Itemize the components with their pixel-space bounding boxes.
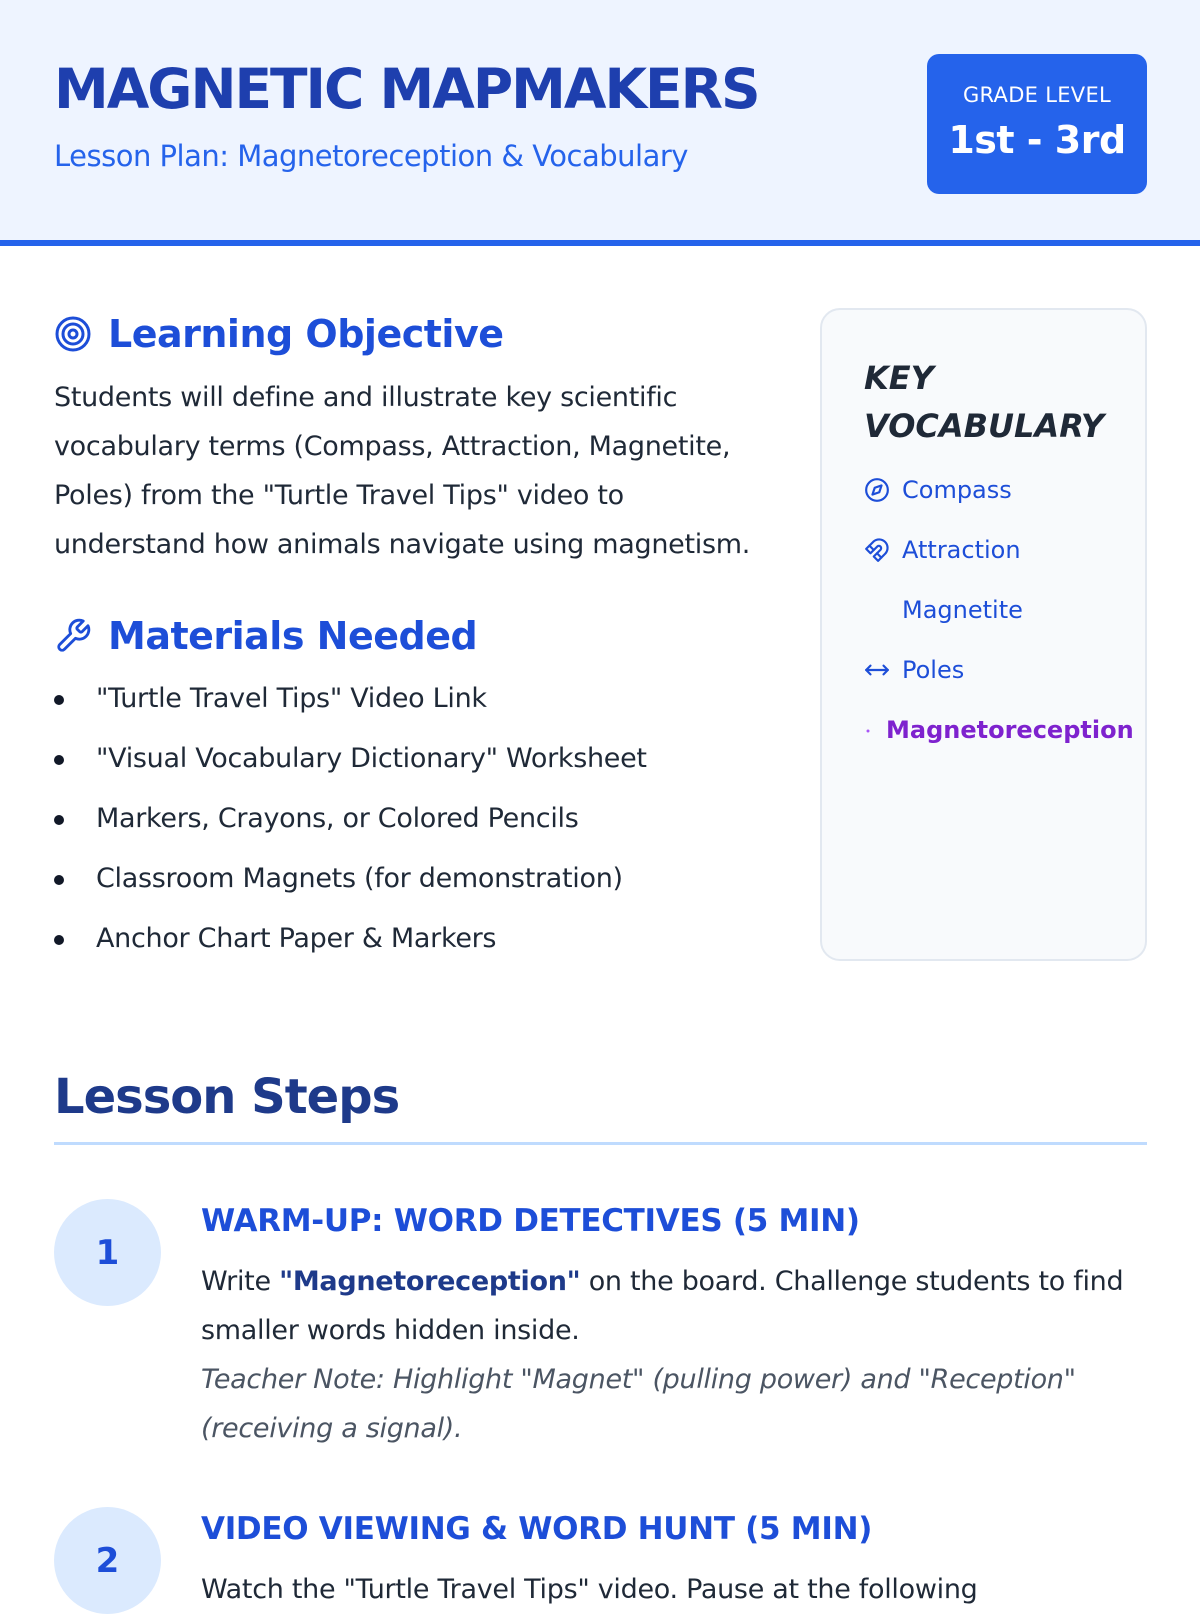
compass-icon xyxy=(864,477,890,503)
target-icon xyxy=(54,315,92,353)
vocab-item-magnetoreception xyxy=(864,700,1134,760)
vocab-item-poles xyxy=(864,640,1134,700)
page-subtitle: Lesson Plan: Magnetoreception & Vocabulary xyxy=(54,139,688,173)
vocabulary-card xyxy=(820,308,1147,961)
lesson-step xyxy=(54,1507,1147,1605)
highlighted-term: "Magnetoreception" xyxy=(279,1266,581,1297)
vocab-label: Poles xyxy=(902,656,965,684)
materials-title: Materials Needed xyxy=(108,614,478,658)
wrench-icon xyxy=(54,617,92,655)
page-title: MAGNETIC MAPMAKERS xyxy=(54,57,759,121)
grade-level-label: GRADE LEVEL xyxy=(962,83,1112,107)
vocab-label: Magnetite xyxy=(902,596,1023,624)
step-title: WARM-UP: WORD DETECTIVES (5 MIN) xyxy=(201,1203,860,1239)
vocab-item-compass xyxy=(864,460,1134,520)
objective-text: Students will define and illustrate key scientific vocabulary terms (Compass, Attraction, Magnetite, Poles) from the "Turtle Travel Tips" video to understand how animals navigate using magnetism. xyxy=(54,382,751,560)
vocab-item-magnetite xyxy=(864,580,1134,640)
materials-heading xyxy=(54,611,477,661)
list-item: Markers, Crayons, or Colored Pencils xyxy=(54,794,774,854)
lesson-header xyxy=(0,0,1200,246)
vocab-label: Attraction xyxy=(902,536,1021,564)
list-item: "Turtle Travel Tips" Video Link xyxy=(54,674,774,734)
teacher-note: Teacher Note: Highlight "Magnet" (pulling power) and "Reception" (receiving a signal). xyxy=(201,1364,1076,1444)
materials-list xyxy=(54,674,774,974)
vocab-label: Compass xyxy=(902,476,1012,504)
list-item: "Visual Vocabulary Dictionary" Worksheet xyxy=(54,734,774,794)
lesson-step xyxy=(54,1199,1147,1459)
arrows-horizontal-icon xyxy=(864,657,890,683)
dot-icon xyxy=(864,717,878,743)
grade-level-value: 1st - 3rd xyxy=(948,118,1126,162)
step-number: 2 xyxy=(54,1507,161,1614)
divider xyxy=(54,1142,1147,1145)
list-item: Anchor Chart Paper & Markers xyxy=(54,914,774,974)
vocabulary-title: KEY VOCABULARY xyxy=(864,359,1105,445)
magnet-icon xyxy=(864,537,890,563)
lesson-steps-title: Lesson Steps xyxy=(54,1069,400,1125)
vocabulary-list xyxy=(864,460,1134,760)
step-number: 1 xyxy=(54,1199,161,1306)
list-item: Classroom Magnets (for demonstration) xyxy=(54,854,774,914)
step-title: VIDEO VIEWING & WORD HUNT (5 MIN) xyxy=(201,1511,873,1547)
step-body: Watch the "Turtle Travel Tips" video. Pause at the following xyxy=(201,1574,978,1605)
vocab-label: Magnetoreception xyxy=(886,716,1134,744)
objective-heading xyxy=(54,309,504,359)
step-body: Write "Magnetoreception" on the board. Challenge students to find smaller words hidden inside. xyxy=(201,1266,1124,1346)
grade-level-badge xyxy=(927,54,1147,194)
vocab-item-attraction xyxy=(864,520,1134,580)
objective-title: Learning Objective xyxy=(108,312,504,356)
